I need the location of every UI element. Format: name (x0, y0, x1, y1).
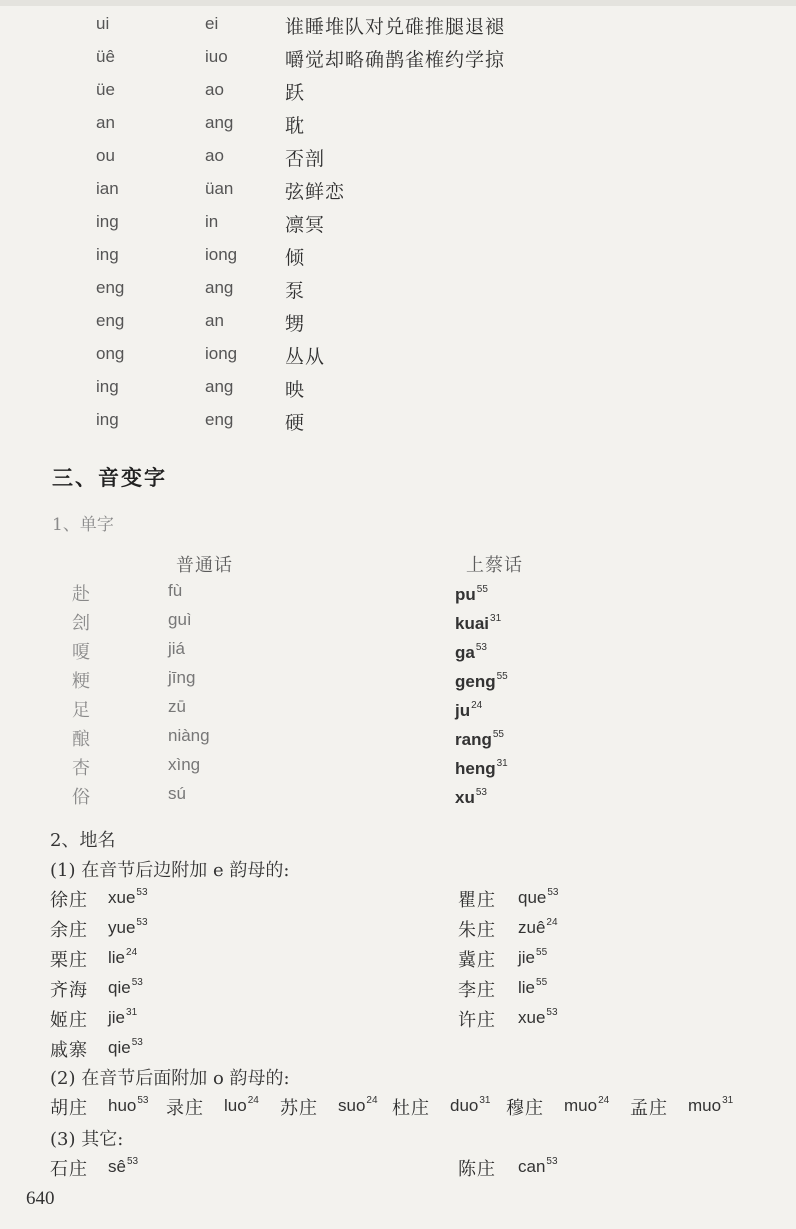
putonghua-pinyin: zū (168, 697, 186, 716)
place-name: 陈庄 (458, 1159, 496, 1180)
tone-number: 55 (492, 729, 504, 740)
place-name: 徐庄 (50, 890, 88, 911)
place-reading (518, 1007, 558, 1028)
part1-label: (1) 在音节后边附加 e 韵母的: (50, 860, 290, 881)
place-syllable: yue (108, 918, 136, 937)
place-name: 姬庄 (50, 1010, 88, 1031)
place-name: 许庄 (458, 1010, 496, 1031)
place-syllable: que (518, 888, 547, 907)
place-reading (108, 947, 137, 968)
place-syllable: suo (338, 1096, 366, 1115)
rhyme-example-chars: 凛冥 (285, 214, 326, 236)
tone-number: 55 (536, 947, 548, 958)
putonghua-pinyin: fù (168, 581, 183, 600)
tone-number: 53 (546, 1156, 558, 1167)
tone-number: 55 (476, 584, 488, 595)
part3-label: (3) 其它: (50, 1129, 124, 1150)
tone-number: 53 (547, 887, 559, 898)
place-reading (688, 1095, 733, 1116)
tone-number: 53 (475, 787, 487, 798)
putonghua-pinyin: guì (168, 610, 192, 629)
part2-label: (2) 在音节后面附加 o 韵母的: (50, 1068, 290, 1089)
page-top-edge (0, 0, 796, 6)
single-char: 赴 (72, 584, 90, 605)
tone-number: 24 (366, 1095, 378, 1106)
place-syllable: jie (518, 948, 536, 967)
rhyme-putonghua: iuo (205, 47, 228, 66)
tone-number: 31 (490, 613, 502, 624)
shangcai-reading (455, 787, 487, 808)
rhyme-shangcai: ong (96, 344, 125, 363)
place-reading (518, 977, 547, 998)
place-name: 冀庄 (458, 950, 496, 971)
place-name: 朱庄 (458, 920, 496, 941)
rhyme-shangcai: ou (96, 146, 115, 165)
rhyme-shangcai: ing (96, 377, 119, 396)
place-name: 瞿庄 (458, 890, 496, 911)
place-syllable: huo (108, 1096, 137, 1115)
tone-number: 53 (136, 887, 148, 898)
place-name: 穆庄 (506, 1098, 544, 1119)
place-reading (224, 1095, 259, 1116)
section-heading: 三、音变字 (52, 465, 167, 490)
single-char: 足 (72, 700, 90, 721)
shangcai-syllable: ju (455, 701, 471, 720)
place-syllable: muo (564, 1096, 598, 1115)
tone-number: 53 (131, 977, 143, 988)
place-syllable: jie (108, 1008, 126, 1027)
shangcai-reading (455, 700, 482, 721)
place-reading (108, 917, 148, 938)
place-syllable: sê (108, 1157, 126, 1176)
tone-number: 55 (496, 671, 508, 682)
rhyme-putonghua: ao (205, 146, 224, 165)
shangcai-reading (455, 584, 488, 605)
place-name: 栗庄 (50, 950, 88, 971)
rhyme-example-chars: 硬 (285, 412, 306, 434)
rhyme-putonghua: ang (205, 377, 234, 396)
place-reading (108, 1156, 138, 1177)
shangcai-syllable: rang (455, 730, 492, 749)
rhyme-example-chars: 倾 (285, 247, 306, 269)
place-syllable: muo (688, 1096, 722, 1115)
rhyme-example-chars: 弦鲜恋 (285, 181, 346, 203)
tone-number: 53 (136, 917, 148, 928)
shangcai-syllable: ga (455, 643, 475, 662)
place-name: 戚寨 (50, 1040, 88, 1061)
rhyme-putonghua: an (205, 311, 224, 330)
rhyme-shangcai: üê (96, 47, 115, 66)
place-syllable: luo (224, 1096, 247, 1115)
place-syllable: xue (518, 1008, 546, 1027)
putonghua-pinyin: xìng (168, 755, 201, 774)
place-reading (518, 887, 559, 908)
place-reading (564, 1095, 609, 1116)
place-reading (518, 947, 547, 968)
rhyme-putonghua: in (205, 212, 219, 231)
tone-number: 31 (496, 758, 508, 769)
rhyme-shangcai: üe (96, 80, 115, 99)
rhyme-shangcai: ui (96, 14, 110, 33)
place-reading (338, 1095, 378, 1116)
rhyme-putonghua: iong (205, 245, 238, 264)
place-syllable: duo (450, 1096, 479, 1115)
place-syllable: lie (518, 978, 536, 997)
rhyme-shangcai: ing (96, 410, 119, 429)
place-syllable: zuê (518, 918, 546, 937)
single-char: 酿 (72, 729, 90, 750)
place-reading (108, 977, 143, 998)
rhyme-putonghua: ei (205, 14, 219, 33)
rhyme-shangcai: ing (96, 245, 119, 264)
rhyme-putonghua: iong (205, 344, 238, 363)
shangcai-reading (455, 613, 501, 634)
shangcai-reading (455, 758, 508, 779)
subsection-single-chars: 1、单字 (52, 515, 114, 535)
single-char: 杏 (72, 758, 90, 779)
place-reading (108, 1007, 137, 1028)
place-name: 齐海 (50, 980, 88, 1001)
rhyme-example-chars: 嚼觉却略确鹊雀榷约学掠 (285, 49, 506, 71)
shangcai-syllable: kuai (455, 614, 490, 633)
subsection-place-names: 2、地名 (50, 830, 116, 851)
place-name: 杜庄 (392, 1098, 430, 1119)
place-name: 石庄 (50, 1159, 88, 1180)
place-name: 苏庄 (280, 1098, 318, 1119)
place-syllable: lie (108, 948, 126, 967)
tone-number: 24 (247, 1095, 259, 1106)
rhyme-shangcai: ing (96, 212, 119, 231)
tone-number: 31 (126, 1007, 138, 1018)
place-syllable: can (518, 1157, 546, 1176)
tone-number: 53 (137, 1095, 149, 1106)
rhyme-example-chars: 否剖 (285, 148, 326, 170)
putonghua-pinyin: sú (168, 784, 186, 803)
shangcai-syllable: geng (455, 672, 496, 691)
rhyme-shangcai: eng (96, 278, 125, 297)
single-char: 嗄 (72, 642, 90, 663)
rhyme-shangcai: an (96, 113, 115, 132)
shangcai-reading (455, 671, 508, 692)
tone-number: 31 (479, 1095, 491, 1106)
rhyme-example-chars: 丛从 (285, 346, 326, 368)
single-char: 粳 (72, 671, 90, 692)
place-syllable: xue (108, 888, 136, 907)
tone-number: 24 (598, 1095, 610, 1106)
shangcai-reading (455, 729, 504, 750)
putonghua-pinyin: jiá (168, 639, 186, 658)
tone-number: 24 (546, 917, 558, 928)
place-syllable: qie (108, 1038, 131, 1057)
place-name: 胡庄 (50, 1098, 88, 1119)
rhyme-putonghua: ao (205, 80, 224, 99)
tone-number: 24 (126, 947, 138, 958)
putonghua-pinyin: jīng (168, 668, 196, 687)
place-reading (108, 1037, 143, 1058)
rhyme-putonghua: eng (205, 410, 234, 429)
tone-number: 31 (722, 1095, 734, 1106)
single-char: 刽 (72, 613, 90, 634)
place-syllable: qie (108, 978, 131, 997)
tone-number: 55 (536, 977, 548, 988)
shangcai-syllable: heng (455, 759, 496, 778)
place-name: 孟庄 (630, 1098, 668, 1119)
rhyme-example-chars: 甥 (285, 313, 306, 335)
rhyme-example-chars: 泵 (285, 280, 306, 302)
rhyme-shangcai: ian (96, 179, 119, 198)
tone-number: 53 (126, 1156, 139, 1167)
tone-number: 53 (546, 1007, 558, 1018)
rhyme-example-chars: 跃 (285, 82, 306, 104)
tone-number: 24 (471, 700, 483, 711)
place-name: 录庄 (166, 1098, 204, 1119)
rhyme-example-chars: 耽 (285, 115, 306, 137)
place-reading (108, 887, 148, 908)
column-header-shangcai: 上蔡话 (466, 555, 523, 576)
rhyme-example-chars: 谁睡堆队对兑碓推腿退褪 (285, 16, 506, 38)
place-reading (518, 917, 558, 938)
page-number: 640 (26, 1188, 55, 1209)
rhyme-putonghua: ang (205, 113, 234, 132)
tone-number: 53 (131, 1037, 143, 1048)
place-reading (518, 1156, 558, 1177)
shangcai-reading (455, 642, 487, 663)
column-header-putonghua: 普通话 (176, 555, 233, 576)
putonghua-pinyin: niàng (168, 726, 210, 745)
place-name: 李庄 (458, 980, 496, 1001)
place-name: 余庄 (50, 920, 88, 941)
rhyme-putonghua: üan (205, 179, 234, 198)
tone-number: 53 (475, 642, 487, 653)
single-char: 俗 (72, 787, 90, 808)
shangcai-syllable: pu (455, 585, 476, 604)
place-reading (450, 1095, 491, 1116)
shangcai-syllable: xu (455, 788, 475, 807)
rhyme-putonghua: ang (205, 278, 234, 297)
place-reading (108, 1095, 149, 1116)
rhyme-shangcai: eng (96, 311, 125, 330)
rhyme-example-chars: 映 (285, 379, 306, 401)
